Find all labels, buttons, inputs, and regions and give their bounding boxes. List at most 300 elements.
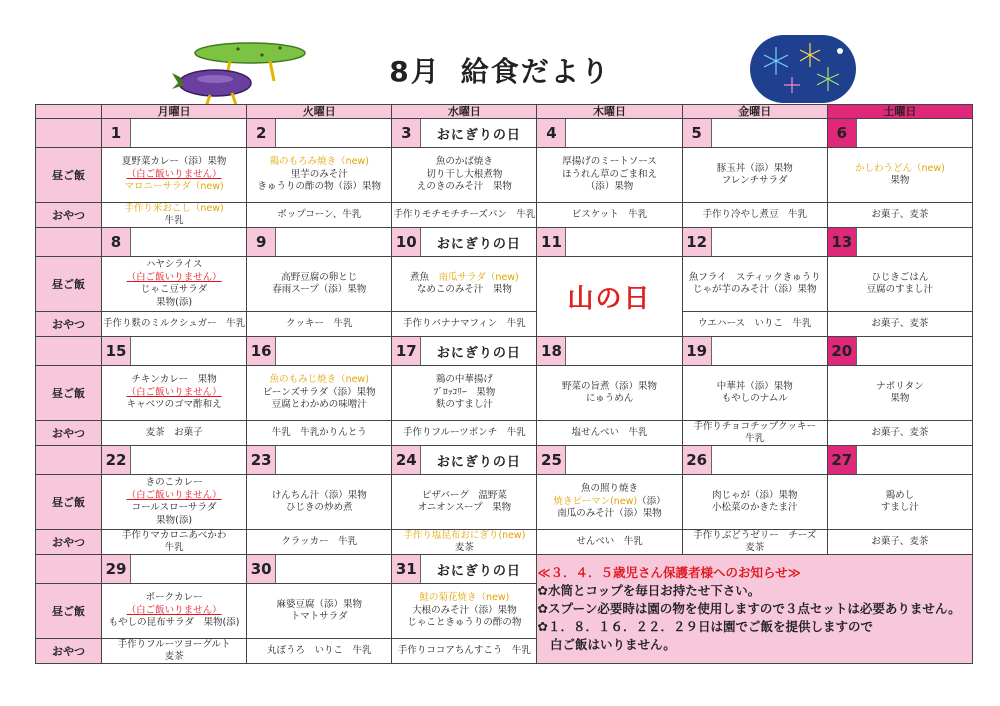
- lunch-menu: [392, 366, 537, 421]
- day-header: [537, 228, 681, 256]
- day-header: [102, 337, 246, 365]
- day-number: 27: [828, 446, 857, 474]
- snack-menu: [392, 312, 537, 337]
- day-cell: [537, 119, 682, 148]
- menu-text: チキンカレー 果物: [131, 374, 217, 386]
- day-number: 3: [392, 119, 421, 147]
- menu-text: （添）: [637, 495, 666, 507]
- day-cell: [392, 555, 537, 584]
- menu-line: [828, 490, 972, 503]
- menu-line: [392, 399, 536, 412]
- menu-text: 麻婆豆腐（添）果物: [276, 598, 362, 610]
- menu-line: [102, 387, 246, 400]
- lunch-menu: [392, 584, 537, 639]
- menu-text: （白ご飯いりません）: [126, 386, 222, 398]
- day-number: 18: [537, 337, 566, 365]
- menu-line: [247, 399, 391, 412]
- menu-text: （添）果物: [585, 181, 634, 193]
- snack-text: 手作りフルーツポンチ 牛乳: [403, 427, 526, 438]
- notice-box: [537, 555, 973, 664]
- menu-line: [537, 381, 681, 394]
- day-number: 30: [247, 555, 276, 583]
- day-header: [102, 119, 246, 147]
- lunch-row: [36, 148, 973, 203]
- snack-text: お菓子、麦茶: [871, 209, 929, 220]
- snack-line: [392, 530, 536, 542]
- day-number: 4: [537, 119, 566, 147]
- day-header: [247, 119, 391, 147]
- snack-text: 手作り米おこし（new): [124, 203, 224, 214]
- day-header: [392, 555, 536, 583]
- day-header: [828, 119, 972, 147]
- snack-menu: [537, 203, 682, 228]
- menu-line: [683, 381, 827, 394]
- menu-text: 鶏の中華揚げ: [435, 374, 493, 386]
- menu-text: けんちん汁（添）果物: [271, 489, 367, 501]
- snack-text: 麦茶: [164, 651, 184, 662]
- menu-text: もやしの昆布サラダ 果物(添): [108, 617, 240, 629]
- snack-line: [683, 433, 827, 445]
- lunch-row: [36, 366, 973, 421]
- weekday-fri: 金曜日: [682, 105, 827, 119]
- date-label-blank: [36, 228, 102, 257]
- day-number: 16: [247, 337, 276, 365]
- day-cell: [102, 555, 247, 584]
- date-label-blank: [36, 337, 102, 366]
- menu-line: [247, 169, 391, 182]
- lunch-menu: [827, 366, 972, 421]
- snack-text: ウエハース いりこ 牛乳: [697, 318, 812, 329]
- menu-text: すまし汁: [880, 502, 919, 513]
- menu-line: [102, 374, 246, 387]
- snack-text: お菓子、麦茶: [871, 427, 929, 438]
- day-number: 15: [102, 337, 131, 365]
- snack-text: ポップコーン、牛乳: [277, 209, 362, 220]
- menu-text: 魚フライ スティックきゅうり: [688, 271, 821, 283]
- menu-text: 切り干し大根煮物: [426, 168, 503, 180]
- menu-text: ピザバーグ 温野菜: [421, 489, 507, 501]
- snack-menu: [392, 421, 537, 446]
- day-number: 24: [392, 446, 421, 474]
- menu-line: [683, 175, 827, 188]
- menu-text: オニオンスープ 果物: [417, 502, 512, 513]
- date-label-blank: [36, 446, 102, 475]
- menu-line: [392, 592, 536, 605]
- menu-line: [247, 387, 391, 400]
- day-cell: [392, 119, 537, 148]
- snack-menu: [827, 421, 972, 446]
- snack-text: お菓子、麦茶: [871, 536, 929, 547]
- day-number: 22: [102, 446, 131, 474]
- day-cell: [682, 119, 827, 148]
- onigiri-day-label: おにぎりの日: [436, 345, 521, 361]
- menu-text: ポークカレー: [145, 592, 203, 604]
- lunch-menu: [102, 475, 247, 530]
- date-label-blank: [36, 555, 102, 584]
- snack-menu: [247, 312, 392, 337]
- lunch-menu: [247, 148, 392, 203]
- lunch-menu: [102, 366, 247, 421]
- menu-line: [102, 272, 246, 285]
- menu-text-new: 南瓜サラダ（new): [438, 271, 519, 283]
- menu-line: [828, 381, 972, 394]
- menu-text: ナポリタン: [876, 380, 924, 392]
- menu-text: もやしのナムル: [721, 393, 788, 404]
- day-number: 2: [247, 119, 276, 147]
- menu-line: [537, 496, 681, 509]
- snack-line: [247, 645, 391, 657]
- day-number: 17: [392, 337, 421, 365]
- menu-text: 小松菜のかきたま汁: [711, 502, 798, 513]
- snack-menu: [537, 530, 682, 555]
- menu-line: [537, 169, 681, 182]
- snack-line: [102, 530, 246, 542]
- snack-line: [537, 209, 681, 221]
- lunch-menu: [537, 148, 682, 203]
- snack-line: [102, 639, 246, 651]
- snack-line: [537, 536, 681, 548]
- snack-line: [537, 427, 681, 439]
- menu-text: 春雨スープ（添）果物: [272, 284, 367, 295]
- menu-text: ハヤシライス: [145, 259, 203, 270]
- snack-text: クッキー 牛乳: [285, 318, 353, 329]
- snack-menu: [102, 203, 247, 228]
- menu-line: [102, 399, 246, 412]
- day-cell: [537, 337, 682, 366]
- menu-text: きのこカレー: [145, 477, 203, 488]
- menu-text: かしわうどん（new): [854, 162, 945, 174]
- menu-line: [392, 502, 536, 515]
- day-cell: [827, 337, 972, 366]
- menu-text: （白ご飯いりません）: [126, 489, 222, 501]
- menu-text: にゅうめん: [585, 393, 634, 404]
- snack-line: [392, 645, 536, 657]
- snack-text: 丸ぼうろ いりこ 牛乳: [266, 645, 372, 656]
- menu-text: 煮魚: [410, 271, 439, 283]
- day-header: [102, 555, 246, 583]
- day-header: [102, 228, 246, 256]
- day-header: [392, 228, 536, 256]
- snack-line: [683, 209, 827, 221]
- day-cell: [392, 228, 537, 257]
- date-row: [36, 337, 973, 366]
- snack-text: 手作りフルーツヨーグルト: [117, 639, 231, 650]
- day-number: 31: [392, 555, 421, 583]
- menu-text: マロニーサラダ（new): [124, 181, 224, 193]
- menu-text: 魚のかば焼き: [435, 156, 493, 168]
- menu-text: フレンチサラダ: [721, 175, 788, 186]
- snack-text: 牛乳 牛乳かりんとう: [271, 427, 367, 438]
- menu-line: [102, 284, 246, 297]
- snack-menu: [102, 312, 247, 337]
- snack-line: [392, 318, 536, 330]
- snack-line: [247, 318, 391, 330]
- day-header: [683, 228, 827, 256]
- weekday-sat: 土曜日: [827, 105, 972, 119]
- snack-line: [102, 427, 246, 439]
- snack-line: [247, 209, 391, 221]
- snack-menu: [247, 203, 392, 228]
- snack-menu: [827, 530, 972, 555]
- day-number: 6: [828, 119, 857, 147]
- snack-line: [392, 209, 536, 221]
- menu-line: [537, 393, 681, 406]
- notice-line: 白ご飯はいりません。: [537, 637, 676, 652]
- snack-menu: [102, 421, 247, 446]
- lunch-menu: [247, 475, 392, 530]
- snack-text: お菓子、麦茶: [871, 318, 929, 329]
- menu-line: [102, 156, 246, 169]
- onigiri-day-label: おにぎりの日: [436, 127, 521, 143]
- snack-row: [36, 421, 973, 446]
- menu-text: 鮭の菊花焼き（new): [419, 592, 510, 604]
- menu-text: 南瓜のみそ汁（添）果物: [557, 508, 662, 520]
- menu-text: 厚揚げのミートソース: [562, 156, 657, 168]
- snack-line: [828, 209, 972, 221]
- snack-text: 牛乳: [164, 542, 184, 553]
- lunch-menu: [827, 475, 972, 530]
- snack-menu: [682, 203, 827, 228]
- snack-text: せんべい 牛乳: [576, 536, 643, 547]
- day-header: [247, 446, 391, 474]
- menu-line: [537, 483, 681, 496]
- day-cell: [682, 337, 827, 366]
- snack-menu: [247, 530, 392, 555]
- day-cell: [102, 337, 247, 366]
- menu-text: キャベツのゴマ酢和え: [126, 399, 222, 411]
- day-header: [247, 555, 391, 583]
- snack-label: おやつ: [36, 530, 102, 555]
- day-header: [392, 337, 536, 365]
- menu-line: [392, 617, 536, 630]
- snack-menu: [827, 203, 972, 228]
- day-header: [828, 446, 972, 474]
- snack-text: 手作りぶどうゼリー チーズ: [693, 530, 817, 541]
- snack-menu: [682, 421, 827, 446]
- day-header: [828, 228, 972, 256]
- snack-line: [683, 530, 827, 542]
- lunch-menu: [392, 257, 537, 312]
- weekday-thu: 木曜日: [537, 105, 682, 119]
- menu-line: [102, 502, 246, 515]
- menu-text: ﾌﾞﾛｯｺﾘｰ 果物: [433, 386, 496, 398]
- lunch-calendar: [35, 104, 973, 664]
- menu-text: ビーンズサラダ（添）果物: [262, 386, 376, 398]
- snack-label: おやつ: [36, 312, 102, 337]
- snack-row: [36, 530, 973, 555]
- menu-line: [392, 181, 536, 194]
- menu-text: 果物(添): [156, 514, 193, 526]
- weekday-tue: 火曜日: [247, 105, 392, 119]
- menu-line: [683, 284, 827, 297]
- snack-text: 麦茶: [745, 542, 765, 553]
- snack-text: 塩せんべい 牛乳: [571, 427, 648, 438]
- lunch-menu: [682, 257, 827, 312]
- day-number: 12: [683, 228, 712, 256]
- menu-text: 里芋のみそ汁: [290, 168, 348, 180]
- snack-line: [683, 421, 827, 433]
- menu-text: なめこのみそ汁 果物: [416, 284, 512, 295]
- menu-text: 肉じゃが（添）果物: [711, 489, 798, 501]
- menu-text: 果物(添): [156, 296, 193, 308]
- day-number: 26: [683, 446, 712, 474]
- snack-line: [392, 427, 536, 439]
- date-row: [36, 446, 973, 475]
- lunch-menu: [682, 366, 827, 421]
- date-row: [36, 119, 973, 148]
- menu-line: [247, 490, 391, 503]
- snack-text: 牛乳: [745, 433, 765, 444]
- lunch-menu: [537, 475, 682, 530]
- notice-line: ✿スプーン必要時は園の物を使用しますので３点セットは必要ありません。: [537, 601, 961, 616]
- menu-line: [683, 163, 827, 176]
- snack-line: [102, 215, 246, 227]
- menu-line: [247, 502, 391, 515]
- snack-menu: [392, 530, 537, 555]
- day-number: 8: [102, 228, 131, 256]
- menu-text: 豆腐とわかめの味噌汁: [271, 399, 367, 411]
- menu-line: [102, 181, 246, 194]
- menu-text: ひじきの炒め煮: [285, 502, 353, 513]
- menu-text: じゃが芋のみそ汁（添）果物: [692, 284, 817, 295]
- lunch-label: 昼ご飯: [36, 257, 102, 312]
- snack-row: [36, 312, 973, 337]
- day-cell: [392, 337, 537, 366]
- day-header: [683, 337, 827, 365]
- day-cell: [827, 119, 972, 148]
- date-row: [36, 555, 973, 584]
- menu-text: 野菜の旨煮（添）果物: [562, 380, 658, 392]
- menu-line: [247, 599, 391, 612]
- menu-text: トマトサラダ: [290, 611, 348, 622]
- menu-line: [102, 477, 246, 490]
- snack-text: 手作りバナナマフィン 牛乳: [403, 318, 526, 329]
- day-header: [537, 337, 681, 365]
- day-cell: [682, 446, 827, 475]
- notice-line: ✿１．８．１６．２２．２９日は園でご飯を提供しますので: [537, 619, 873, 634]
- menu-line: [683, 272, 827, 285]
- snack-text: 牛乳: [164, 215, 184, 226]
- menu-text: （白ご飯いりません）: [126, 168, 222, 180]
- day-header: [102, 446, 246, 474]
- menu-text: 麩のすまし汁: [435, 399, 493, 411]
- day-number: 29: [102, 555, 131, 583]
- snack-menu: [392, 639, 537, 664]
- snack-menu: [827, 312, 972, 337]
- menu-text: 果物: [890, 175, 910, 186]
- day-cell: [102, 446, 247, 475]
- day-number: 5: [683, 119, 712, 147]
- menu-line: [537, 508, 681, 521]
- snack-text: 手作り塩昆布おにぎり(new): [403, 530, 526, 541]
- menu-line: [392, 284, 536, 297]
- lunch-menu: [392, 148, 537, 203]
- day-number: 20: [828, 337, 857, 365]
- day-number: 11: [537, 228, 566, 256]
- weekday-wed: 水曜日: [392, 105, 537, 119]
- lunch-menu: [247, 366, 392, 421]
- snack-line: [102, 542, 246, 554]
- snack-text: 手作りモチモチチーズパン 牛乳: [393, 209, 536, 220]
- menu-line: [392, 490, 536, 503]
- snack-menu: [247, 421, 392, 446]
- lunch-menu: [102, 148, 247, 203]
- day-cell: [537, 446, 682, 475]
- snack-line: [828, 318, 972, 330]
- menu-line: [247, 611, 391, 624]
- lunch-label: 昼ご飯: [36, 475, 102, 530]
- menu-text: 魚の照り焼き: [581, 483, 639, 495]
- snack-text: 手作り冷やし煮豆 牛乳: [702, 209, 807, 220]
- menu-line: [392, 387, 536, 400]
- menu-line: [102, 617, 246, 630]
- snack-menu: [682, 530, 827, 555]
- menu-text: コールスローサラダ: [131, 502, 217, 513]
- menu-line: [247, 272, 391, 285]
- menu-text: 果物: [890, 393, 910, 404]
- menu-line: [828, 163, 972, 176]
- menu-text: 鶏めし: [885, 489, 915, 501]
- snack-line: [102, 318, 246, 330]
- day-number: 10: [392, 228, 421, 256]
- snack-label: おやつ: [36, 639, 102, 664]
- menu-line: [392, 605, 536, 618]
- snack-text: 麦茶: [454, 542, 474, 553]
- menu-text: 中華丼（添）果物: [716, 380, 793, 392]
- onigiri-day-label: おにぎりの日: [436, 563, 521, 579]
- day-cell: [247, 228, 392, 257]
- menu-text: じゃこときゅうりの酢の物: [407, 617, 522, 629]
- lunch-menu: [682, 148, 827, 203]
- menu-text: （白ご飯いりません）: [126, 604, 222, 616]
- lunch-menu: [537, 366, 682, 421]
- day-number: 9: [247, 228, 276, 256]
- notice-line: ✿水筒とコップを毎日お持たせ下さい。: [537, 583, 761, 598]
- menu-line: [537, 181, 681, 194]
- snack-menu: [682, 312, 827, 337]
- menu-line: [102, 592, 246, 605]
- menu-line: [828, 272, 972, 285]
- day-cell: [102, 228, 247, 257]
- day-header: [828, 337, 972, 365]
- day-header: [683, 446, 827, 474]
- onigiri-day-label: おにぎりの日: [436, 454, 521, 470]
- menu-text: じゃこ豆サラダ: [140, 284, 208, 295]
- menu-text: ほうれん草のごま和え: [562, 168, 658, 180]
- day-cell: [247, 337, 392, 366]
- snack-label: おやつ: [36, 203, 102, 228]
- snack-line: [828, 536, 972, 548]
- day-number: 13: [828, 228, 857, 256]
- lunch-menu: [827, 148, 972, 203]
- day-header: [683, 119, 827, 147]
- snack-line: [247, 427, 391, 439]
- title-text: 給食だより: [460, 55, 611, 88]
- day-header: [537, 119, 681, 147]
- menu-line: [537, 156, 681, 169]
- day-header: [247, 228, 391, 256]
- weekday-mon: 月曜日: [102, 105, 247, 119]
- snack-menu: [392, 203, 537, 228]
- day-header: [392, 446, 536, 474]
- day-cell: [827, 446, 972, 475]
- onigiri-day-label: おにぎりの日: [436, 236, 521, 252]
- menu-line: [683, 393, 827, 406]
- corner-cell: [36, 105, 102, 119]
- snack-label: おやつ: [36, 421, 102, 446]
- day-cell: [102, 119, 247, 148]
- snack-line: [683, 318, 827, 330]
